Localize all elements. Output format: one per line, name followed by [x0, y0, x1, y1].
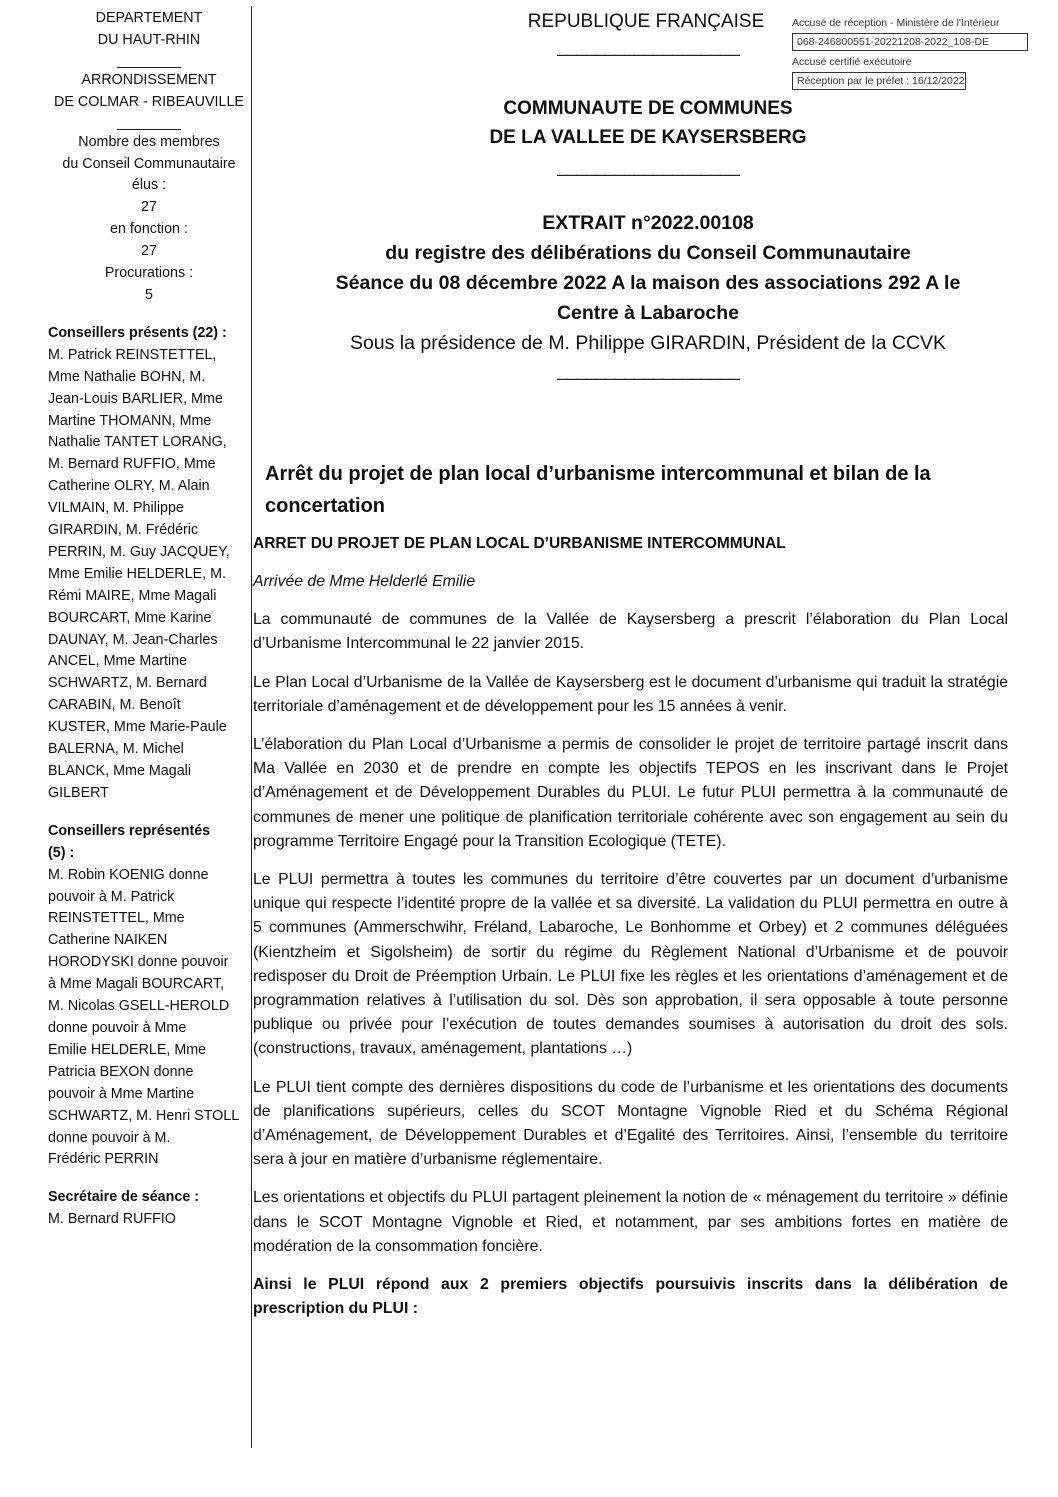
- arrondissement-line: DE COLMAR - RIBEAUVILLE: [54, 93, 244, 110]
- sidebar: [48, 8, 250, 1231]
- stamp-ministry-line: Accusé de réception - Ministère de l'Intérieur: [792, 17, 1000, 29]
- paragraph: Le PLUI permettra à toutes les communes du territoire d’être couvertes par un document d’urbanisme unique qui respecte l’identité propre de la vallée et sa diversité. La validation du PLUI permettra en outre à 5 communes (Ammerschwihr, Fréland, Labaroche, Le Bonhomme et Orbey) et 2 communes déléguées (Kientzheim et Sigolsheim) de sortir du régime du Règlement National d’Urbanisme et de pouvoir redisposer du Droit de Préemption Urbain. Le PLUI fixe les règles et les orientations d’aménagement et de programmation relatives à l’utilisation du sol. Dès son approbation, il sera opposable à toute personne publique ou privée pour l’exécution de toutes demandes soumises à autorisation du droit des sols. (constructions, travaux, aménagement, plantations …): [253, 871, 1008, 1058]
- members-count: 5: [145, 286, 153, 303]
- presidency-line: Sous la présidence de M. Philippe GIRARDIN, Président de la CCVK: [349, 332, 947, 354]
- community-name: DE LA VALLEE DE KAYSERSBERG: [489, 127, 807, 148]
- present-line: M. Patrick REINSTETTEL,: [48, 346, 217, 363]
- represented-heading-count: (5) :: [48, 844, 75, 861]
- paragraph: Le PLUI tient compte des dernières dispositions du code de l’urbanisme et les orientations des documents de planifications supérieurs, celles du SCOT Montagne Vignoble Ried et du Schéma Régional d’Aménagement, de Développement Durables et d’Egalité des Territoires. Ainsi, l’ensemble du territoire sera à jour en matière d’urbanisme réglementaire.: [253, 1078, 1008, 1169]
- present-line: GIRARDIN, M. Frédéric: [48, 522, 199, 539]
- document-header: [262, 8, 1034, 382]
- secretary-heading: Secrétaire de séance :: [48, 1189, 200, 1206]
- register-line: du registre des délibérations du Conseil Communautaire: [385, 242, 911, 264]
- present-heading: Conseillers présents (22) :: [48, 324, 227, 341]
- separator: ________: [117, 114, 181, 131]
- present-section: [48, 323, 250, 805]
- represented-line: REINSTETTEL, Mme: [48, 910, 185, 927]
- represented-line: pouvoir à M. Patrick: [48, 888, 175, 905]
- represented-line: Emilie HELDERLE, Mme: [48, 1041, 207, 1058]
- header-rule: ___________________: [557, 36, 739, 57]
- present-line: M. Bernard RUFFIO, Mme: [48, 456, 216, 473]
- represented-line: Patricia BEXON donne: [48, 1063, 194, 1080]
- present-line: SCHWARTZ, M. Bernard: [48, 675, 207, 692]
- paragraph: Les orientations et objectifs du PLUI partagent pleinement la notion de « ménagement du territoire » définie dans le SCOT Montagne Vignoble et Ried, et notamment, par ses ambitions fortes en matière de modération de la consommation foncière.: [253, 1189, 1008, 1255]
- paragraph: Le Plan Local d’Urbanisme de la Vallée de Kaysersberg est le document d’urbanisme qui traduit la stratégie territoriale d’aménagement et de développement pour les 15 années à venir.: [253, 673, 1008, 715]
- represented-heading: Conseillers représentés: [48, 822, 211, 839]
- stamp-prefect-reception: Réception par le préfet : 16/12/2022: [792, 72, 966, 90]
- members-line: du Conseil Communautaire: [62, 155, 236, 172]
- closing-statement: Ainsi le PLUI répond aux 2 premiers objectifs poursuivis inscrits dans la délibération de prescription du PLUI :: [253, 1276, 1008, 1318]
- present-line: DAUNAY, M. Jean-Charles: [48, 631, 218, 648]
- represented-line: donne pouvoir à M.: [48, 1129, 171, 1146]
- arrondissement-line: ARRONDISSEMENT: [81, 71, 217, 88]
- department-line: DU HAUT-RHIN: [97, 31, 201, 48]
- represented-line: donne pouvoir à Mme: [48, 1019, 187, 1036]
- members-count: 27: [141, 199, 157, 216]
- present-line: Jean-Louis BARLIER, Mme: [48, 390, 223, 407]
- separator: ________: [117, 52, 181, 69]
- arrival-note: Arrivée de Mme Helderlé Emilie: [253, 573, 476, 590]
- members-line: en fonction :: [110, 221, 188, 238]
- community-name: COMMUNAUTE DE COMMUNES: [503, 98, 793, 119]
- represented-line: Catherine NAIKEN: [48, 932, 168, 949]
- department-line: DEPARTEMENT: [95, 10, 203, 26]
- present-line: BLANCK, Mme Magali: [48, 763, 192, 779]
- members-line: Procurations :: [104, 265, 194, 282]
- department-block: [48, 8, 250, 307]
- represented-line: M. Robin KOENIG donne: [48, 866, 209, 883]
- members-count: 27: [141, 243, 157, 260]
- stamp-acknowledgement-id: 068-246800551-20221208-2022_108-DE: [792, 33, 1028, 51]
- represented-line: pouvoir à Mme Martine: [48, 1085, 195, 1102]
- section-heading: ARRET DU PROJET DE PLAN LOCAL D’URBANISME INTERCOMMUNAL: [253, 535, 786, 552]
- secretary-name: M. Bernard RUFFIO: [48, 1211, 176, 1228]
- present-line: KUSTER, Mme Marie-Paule: [48, 719, 227, 736]
- stamp-certified-line: Accusé certifié exécutoire: [792, 56, 912, 68]
- present-line: BOURCART, Mme Karine: [48, 609, 212, 626]
- present-line: Nathalie TANTET LORANG,: [48, 434, 227, 451]
- extract-number: EXTRAIT n°2022.00108: [542, 212, 754, 234]
- present-line: Martine THOMANN, Mme: [48, 412, 212, 429]
- paragraph: L’élaboration du Plan Local d’Urbanisme a permis de consolider le projet de territoire partagé inscrit dans Ma Vallée en 2030 et de prendre en compte les objectifs TEPOS en les inscrivant dans le Projet d’Aménagement et de Développement Durables du PLUI. Le futur PLUI permettra à la communauté de communes de mener une politique de planification territoriale cohérente avec son engagement au sein du programme Territoire Engagé pour la Transition Ecologique (TETE).: [253, 736, 1008, 850]
- present-line: Catherine OLRY, M. Alain: [48, 478, 210, 495]
- header-rule: ___________________: [557, 156, 739, 177]
- represented-line: Frédéric PERRIN: [48, 1151, 159, 1168]
- represented-line: M. Nicolas GSELL-HEROLD: [48, 998, 230, 1015]
- deliberation-title: Arrêt du projet de plan local d’urbanisme intercommunal et bilan de la concertation: [265, 463, 931, 517]
- present-line: PERRIN, M. Guy JACQUEY,: [48, 543, 230, 560]
- present-line: ANCEL, Mme Martine: [48, 653, 188, 670]
- present-line: CARABIN, M. Benoît: [48, 697, 181, 714]
- present-line: Rémi MAIRE, Mme Magali: [48, 587, 217, 604]
- represented-section: [48, 821, 250, 1172]
- vertical-divider: [251, 6, 252, 1448]
- represented-line: SCHWARTZ, M. Henri STOLL: [48, 1107, 240, 1124]
- members-line: Nombre des membres: [78, 133, 220, 150]
- represented-line: HORODYSKI donne pouvoir: [48, 954, 229, 971]
- header-rule: ___________________: [557, 360, 739, 381]
- paragraph: La communauté de communes de la Vallée de Kaysersberg a prescrit l’élaboration du Plan Local d’Urbanisme Intercommunal le 22 janvier 2015.: [253, 611, 1008, 653]
- present-line: Mme Nathalie BOHN, M.: [48, 368, 206, 385]
- republic-heading: REPUBLIQUE FRANÇAISE: [527, 11, 765, 32]
- represented-line: à Mme Magali BOURCART,: [48, 976, 225, 993]
- session-location: Centre à Labaroche: [556, 302, 740, 324]
- members-line: élus :: [131, 177, 167, 194]
- main-content: [253, 458, 1008, 1321]
- secretary-section: [48, 1187, 250, 1231]
- session-line: Séance du 08 décembre 2022 A la maison des associations 292 A le: [335, 272, 961, 294]
- present-line: Mme Emilie HELDERLE, M.: [48, 565, 226, 582]
- present-line: VILMAIN, M. Philippe: [48, 500, 184, 517]
- present-line: BALERNA, M. Michel: [48, 741, 184, 758]
- present-line: GILBERT: [48, 784, 109, 801]
